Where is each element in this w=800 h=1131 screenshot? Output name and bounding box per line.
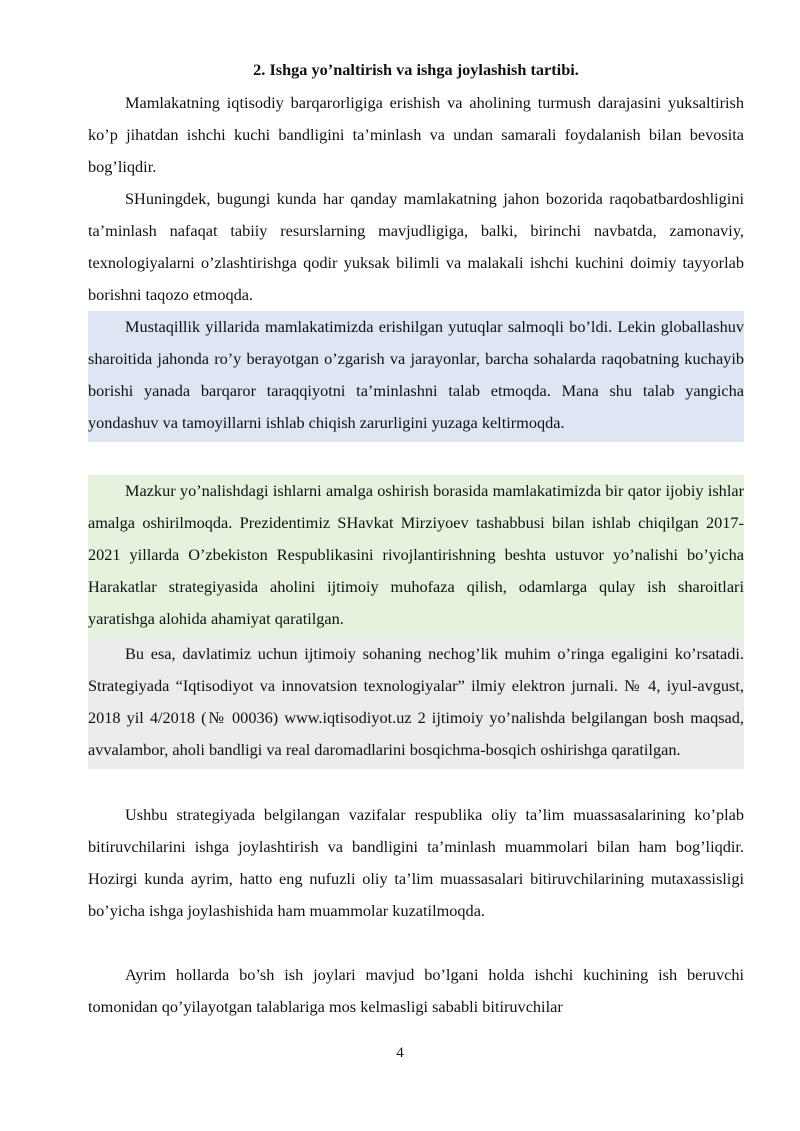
page-number: 4 [396,1045,404,1061]
paragraph-2: SHuningdek, bugungi kunda har qanday mamlakatning jahon bozorida raqobatbardoshligini ta’minlash nafaqat tabiiy resurslarning mavjudligiga, balki, birinchi navbatda, zamonaviy, texnologiyalarni o’zlashtirishga qodir yuksak bilimli va malakali ishchi kuchini doimiy tayyorlab borishni taqozo etmoqda. [88,189,744,304]
paragraph-6: Ushbu strategiyada belgilangan vazifalar respublika oliy ta’lim muassasalarining ko’plab bitiruvchilarini ishga joylashtirish va bandligini ta’minlash muammolari bilan ham bog’liqdir. Hozirgi kunda ayrim, hatto eng nufuzli oliy ta’lim muassasalari bitiruvchilarining mutaxassisligi bo’yicha ishga joylashishida ham muammolar kuzatilmoqda. [88,805,744,920]
paragraph-1: Mamlakatning iqtisodiy barqarorligiga erishish va aholining turmush darajasini yuksaltirish ko’p jihatdan ishchi kuchi bandligini ta’minlash va undan samarali foydalanish bilan bevosita bog’liqdir. [88,93,744,176]
paragraph-4-highlighted-green: Mazkur yo’nalishdagi ishlarni amalga oshirish borasida mamlakatimizda bir qator ijobiy ishlar amalga oshirilmoqda. Prezidentimiz SHavkat Mirziyoev tashabbusi bilan ishlab chiqilgan 2017-2021 yillarda O’zbekiston Respublikasini rivojlantirishning beshta ustuvor yo’nalishi bo’yicha Harakatlar strategiyasida aholini ijtimoiy muhofaza qilish, odamlarga qulay ish sharoitlari yaratishga alohida ahamiyat qaratilgan. [88,475,744,638]
paragraph-3-highlighted-blue: Mustaqillik yillarida mamlakatimizda erishilgan yutuqlar salmoqli bo’ldi. Lekin globallashuv sharoitida jahonda ro’y berayotgan o’zgarish va jarayonlar, barcha sohalarda raqobatning kuchayib borishi yanada barqaror taraqqiyotni ta’minlashni talab etmoqda. Mana shu talab yangicha yondashuv va tamoyillarni ishlab chiqish zarurligini yuzaga keltirmoqda. [88,311,744,442]
paragraph-5-highlighted-gray: Bu esa, davlatimiz uchun ijtimoiy sohaning nechog’lik muhim o’ringa egaligini ko’rsatadi. Strategiyada “Iqtisodiyot va innovatsion texnologiyalar” ilmiy elektron jurnali. № 4, iyul-avgust, 2018 yil 4/2018 (№ 00036) www.iqtisodiyot.uz 2 ijtimoiy yo’nalishda belgilangan bosh maqsad, avvalambor, aholi bandligi va real daromadlarini bosqichma-bosqich oshirishga qaratilgan. [88,638,744,769]
section-heading: 2. Ishga yo’naltirish va ishga joylashish tartibi. [253,60,579,79]
paragraph-7: Ayrim hollarda bo’sh ish joylari mavjud bo’lgani holda ishchi kuchining ish beruvchi tomonidan qo’yilayotgan talablariga mos kelmasligi sababli bitiruvchilar [88,965,744,1016]
